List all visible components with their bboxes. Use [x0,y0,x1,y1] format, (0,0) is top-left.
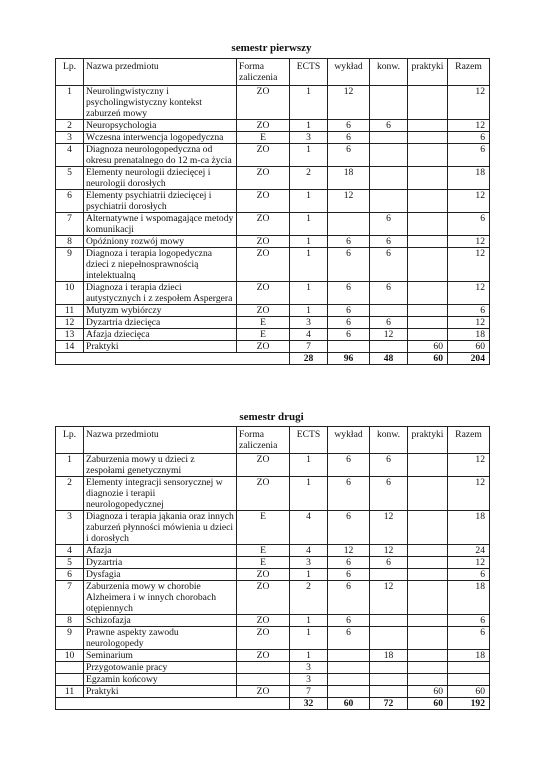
cell-razem: 12 [448,557,490,569]
cell-razem: 18 [448,581,490,615]
cell-konw [370,569,408,581]
header-ects: ECTS [290,59,328,86]
cell-razem: 12 [448,317,490,329]
semester-2-table [55,426,490,710]
total-praktyki: 60 [408,353,448,365]
cell-wyklad: 6 [328,615,370,627]
cell-praktyki [408,167,448,190]
cell-ects: 1 [290,282,328,305]
table-row [56,615,490,627]
cell-konw [370,167,408,190]
totals-row [56,353,490,365]
cell-wyklad: 6 [328,569,370,581]
cell-razem: 12 [448,86,490,120]
cell-wyklad: 6 [328,248,370,282]
cell-wyklad: 6 [328,317,370,329]
cell-konw: 12 [370,545,408,557]
cell-ects: 2 [290,581,328,615]
cell-konw [370,662,408,674]
cell-wyklad: 6 [328,132,370,144]
total-razem: 192 [448,698,490,710]
header-konw: konw. [370,59,408,86]
cell-lp: 4 [56,144,84,167]
cell-lp: 10 [56,282,84,305]
cell-ects: 1 [290,305,328,317]
cell-lp: 5 [56,167,84,190]
cell-name: Elementy psychiatrii dziecięcej i psychiatrii dorosłych [84,190,237,213]
cell-name: Diagnoza neurologopedyczna od okresu prenatalnego do 12 m-ca życia [84,144,237,167]
cell-praktyki [408,511,448,545]
cell-konw [370,341,408,353]
table-row [56,282,490,305]
cell-razem: 18 [448,329,490,341]
cell-lp: 7 [56,581,84,615]
cell-razem: 18 [448,650,490,662]
cell-forma [237,662,290,674]
cell-lp [56,662,84,674]
cell-forma: ZO [237,627,290,650]
cell-razem: 12 [448,282,490,305]
cell-razem: 12 [448,236,490,248]
totals-blank [56,698,290,710]
cell-praktyki [408,454,448,477]
cell-praktyki [408,557,448,569]
cell-ects: 1 [290,650,328,662]
cell-ects: 4 [290,329,328,341]
cell-praktyki [408,213,448,236]
cell-razem: 60 [448,341,490,353]
cell-ects: 1 [290,236,328,248]
cell-razem: 12 [448,120,490,132]
cell-lp: 14 [56,341,84,353]
cell-lp: 4 [56,545,84,557]
cell-konw [370,144,408,167]
cell-razem: 6 [448,305,490,317]
header-name: Nazwa przedmiotu [84,427,237,454]
cell-razem: 6 [448,569,490,581]
cell-ects: 3 [290,662,328,674]
header-razem: Razem [448,59,490,86]
table-row [56,674,490,686]
cell-wyklad: 6 [328,477,370,511]
cell-wyklad: 6 [328,454,370,477]
cell-konw: 6 [370,282,408,305]
total-konw: 48 [370,353,408,365]
cell-forma: ZO [237,581,290,615]
cell-konw [370,86,408,120]
cell-forma: E [237,317,290,329]
cell-forma: ZO [237,569,290,581]
cell-lp: 5 [56,557,84,569]
cell-wyklad [328,650,370,662]
cell-praktyki [408,650,448,662]
cell-razem: 12 [448,190,490,213]
table-row [56,248,490,282]
cell-forma: ZO [237,236,290,248]
cell-konw [370,190,408,213]
cell-forma: E [237,545,290,557]
cell-lp: 1 [56,86,84,120]
cell-forma: ZO [237,305,290,317]
cell-razem: 18 [448,511,490,545]
cell-name: Opóźniony rozwój mowy [84,236,237,248]
total-wyklad: 60 [328,698,370,710]
table-header [56,427,490,454]
cell-razem [448,662,490,674]
cell-lp: 3 [56,511,84,545]
totals-row [56,698,490,710]
cell-name: Zaburzenia mowy u dzieci z zespołami genetycznymi [84,454,237,477]
cell-konw [370,627,408,650]
cell-lp: 9 [56,627,84,650]
total-ects: 28 [290,353,328,365]
cell-wyklad: 6 [328,236,370,248]
cell-praktyki [408,248,448,282]
cell-ects: 3 [290,674,328,686]
cell-forma: ZO [237,248,290,282]
cell-name: Afazja dziecięca [84,329,237,341]
cell-lp: 9 [56,248,84,282]
total-praktyki: 60 [408,698,448,710]
table-row [56,305,490,317]
cell-ects: 3 [290,317,328,329]
cell-konw: 6 [370,557,408,569]
cell-konw: 6 [370,236,408,248]
cell-forma: ZO [237,477,290,511]
cell-name: Mutyzm wybiórczy [84,305,237,317]
cell-forma: E [237,329,290,341]
cell-forma: ZO [237,615,290,627]
table-row [56,144,490,167]
cell-konw: 6 [370,120,408,132]
table-row [56,190,490,213]
cell-wyklad: 12 [328,545,370,557]
table-row [56,236,490,248]
cell-ects: 4 [290,511,328,545]
cell-forma: E [237,511,290,545]
cell-konw: 18 [370,650,408,662]
cell-ects: 1 [290,86,328,120]
cell-name: Neuropsychologia [84,120,237,132]
cell-forma: ZO [237,213,290,236]
cell-wyklad: 6 [328,120,370,132]
cell-lp: 2 [56,477,84,511]
cell-wyklad [328,213,370,236]
cell-name: Praktyki [84,686,237,698]
cell-lp: 1 [56,454,84,477]
cell-ects: 1 [290,190,328,213]
cell-forma: ZO [237,282,290,305]
semester-1-title: semestr pierwszy [231,42,312,54]
cell-praktyki [408,477,448,511]
cell-konw [370,132,408,144]
cell-praktyki [408,132,448,144]
cell-wyklad: 6 [328,282,370,305]
cell-name: Przygotowanie pracy [84,662,237,674]
cell-praktyki [408,317,448,329]
cell-praktyki [408,545,448,557]
cell-praktyki [408,569,448,581]
header-razem: Razem [448,427,490,454]
cell-ects: 4 [290,545,328,557]
cell-name: Dyzartria [84,557,237,569]
cell-wyklad: 6 [328,557,370,569]
cell-konw: 12 [370,511,408,545]
table-row [56,557,490,569]
cell-praktyki [408,120,448,132]
cell-ects: 2 [290,167,328,190]
cell-name: Praktyki [84,341,237,353]
totals-blank [56,353,290,365]
cell-konw: 6 [370,454,408,477]
table-row [56,650,490,662]
cell-praktyki: 60 [408,341,448,353]
cell-name: Elementy integracji sensorycznej w diagnozie i terapii neurologopedycznej [84,477,237,511]
cell-razem: 12 [448,454,490,477]
cell-razem: 6 [448,132,490,144]
cell-praktyki [408,190,448,213]
cell-lp: 3 [56,132,84,144]
cell-forma: ZO [237,190,290,213]
header-praktyki: praktyki [408,427,448,454]
cell-forma: ZO [237,650,290,662]
cell-wyklad [328,686,370,698]
table-row [56,581,490,615]
cell-forma: ZO [237,167,290,190]
cell-konw: 6 [370,213,408,236]
cell-wyklad: 6 [328,329,370,341]
cell-razem: 12 [448,477,490,511]
cell-ects: 1 [290,248,328,282]
cell-konw [370,305,408,317]
cell-name: Alternatywne i wspomagające metody komunikacji [84,213,237,236]
cell-razem: 6 [448,615,490,627]
header-wyklad: wykład [328,59,370,86]
cell-name: Dyzartria dziecięca [84,317,237,329]
total-ects: 32 [290,698,328,710]
cell-name: Schizofazja [84,615,237,627]
table-row [56,627,490,650]
header-praktyki: praktyki [408,59,448,86]
cell-forma: ZO [237,144,290,167]
header-konw: konw. [370,427,408,454]
cell-praktyki [408,627,448,650]
cell-ects: 7 [290,341,328,353]
cell-wyklad: 18 [328,167,370,190]
cell-lp [56,674,84,686]
table-row [56,120,490,132]
cell-ects: 1 [290,615,328,627]
table-row [56,662,490,674]
cell-praktyki [408,615,448,627]
cell-name: Wczesna interwencja logopedyczna [84,132,237,144]
cell-wyklad: 6 [328,581,370,615]
cell-praktyki [408,581,448,615]
cell-konw [370,686,408,698]
cell-wyklad: 6 [328,305,370,317]
table-row [56,511,490,545]
cell-lp: 13 [56,329,84,341]
cell-konw [370,674,408,686]
cell-ects: 7 [290,686,328,698]
table-row [56,477,490,511]
cell-ects: 1 [290,213,328,236]
cell-forma: ZO [237,86,290,120]
cell-razem: 6 [448,627,490,650]
cell-ects: 1 [290,144,328,167]
header-ects: ECTS [290,427,328,454]
cell-konw: 6 [370,248,408,282]
cell-ects: 1 [290,454,328,477]
cell-name: Diagnoza i terapia dzieci autystycznych i z zespołem Aspergera [84,282,237,305]
cell-ects: 3 [290,132,328,144]
table-header [56,59,490,86]
cell-konw: 12 [370,581,408,615]
semester-1-table [55,58,490,365]
cell-praktyki [408,674,448,686]
cell-name: Prawne aspekty zawodu neurologopedy [84,627,237,650]
cell-praktyki [408,86,448,120]
cell-forma: E [237,132,290,144]
cell-praktyki [408,662,448,674]
cell-ects: 1 [290,627,328,650]
table-row [56,545,490,557]
cell-name: Zaburzenia mowy w chorobie Alzheimera i w innych chorobach otępiennych [84,581,237,615]
cell-praktyki [408,236,448,248]
table-row [56,317,490,329]
table-row [56,454,490,477]
cell-name: Egzamin końcowy [84,674,237,686]
cell-wyklad: 12 [328,190,370,213]
cell-name: Neurolingwistyczny i psycholingwistyczny kontekst zaburzeń mowy [84,86,237,120]
cell-forma: E [237,557,290,569]
cell-name: Dysfagia [84,569,237,581]
cell-name: Seminarium [84,650,237,662]
cell-konw: 6 [370,477,408,511]
header-forma: Forma zaliczenia [237,59,290,86]
table-row [56,686,490,698]
cell-lp: 12 [56,317,84,329]
cell-wyklad [328,674,370,686]
cell-razem: 18 [448,167,490,190]
header-lp: Lp. [56,427,84,454]
cell-ects: 1 [290,569,328,581]
cell-lp: 10 [56,650,84,662]
cell-name: Diagnoza i terapia logopedyczna dzieci z niepełnosprawnością intelektualną [84,248,237,282]
cell-praktyki [408,144,448,167]
cell-razem: 6 [448,213,490,236]
cell-lp: 8 [56,236,84,248]
cell-ects: 1 [290,120,328,132]
cell-lp: 11 [56,305,84,317]
cell-name: Diagnoza i terapia jąkania oraz innych zaburzeń płynności mówienia u dzieci i dorosłych [84,511,237,545]
cell-praktyki [408,282,448,305]
cell-wyklad [328,341,370,353]
cell-razem: 12 [448,248,490,282]
cell-konw: 6 [370,317,408,329]
table-row [56,213,490,236]
total-razem: 204 [448,353,490,365]
header-name: Nazwa przedmiotu [84,59,237,86]
cell-lp: 6 [56,190,84,213]
cell-forma: ZO [237,686,290,698]
semester-2-title: semestr drugi [239,411,304,423]
total-wyklad: 96 [328,353,370,365]
cell-ects: 3 [290,557,328,569]
cell-forma: ZO [237,454,290,477]
table-row [56,86,490,120]
table-row [56,132,490,144]
cell-wyklad: 6 [328,627,370,650]
cell-konw: 12 [370,329,408,341]
cell-lp: 11 [56,686,84,698]
header-lp: Lp. [56,59,84,86]
header-forma: Forma zaliczenia [237,427,290,454]
cell-praktyki [408,329,448,341]
table-row [56,341,490,353]
cell-lp: 7 [56,213,84,236]
cell-wyklad [328,662,370,674]
cell-lp: 8 [56,615,84,627]
cell-lp: 6 [56,569,84,581]
table-row [56,167,490,190]
cell-praktyki [408,305,448,317]
cell-razem: 6 [448,144,490,167]
cell-konw [370,615,408,627]
cell-forma: ZO [237,341,290,353]
cell-praktyki: 60 [408,686,448,698]
cell-wyklad: 6 [328,511,370,545]
cell-forma: ZO [237,120,290,132]
cell-razem [448,674,490,686]
cell-ects: 1 [290,477,328,511]
total-konw: 72 [370,698,408,710]
cell-razem: 60 [448,686,490,698]
cell-wyklad: 6 [328,144,370,167]
table-row [56,569,490,581]
header-wyklad: wykład [328,427,370,454]
cell-forma [237,674,290,686]
cell-name: Afazja [84,545,237,557]
cell-lp: 2 [56,120,84,132]
table-row [56,329,490,341]
cell-razem: 24 [448,545,490,557]
cell-wyklad: 12 [328,86,370,120]
cell-name: Elementy neurologii dziecięcej i neurologii dorosłych [84,167,237,190]
